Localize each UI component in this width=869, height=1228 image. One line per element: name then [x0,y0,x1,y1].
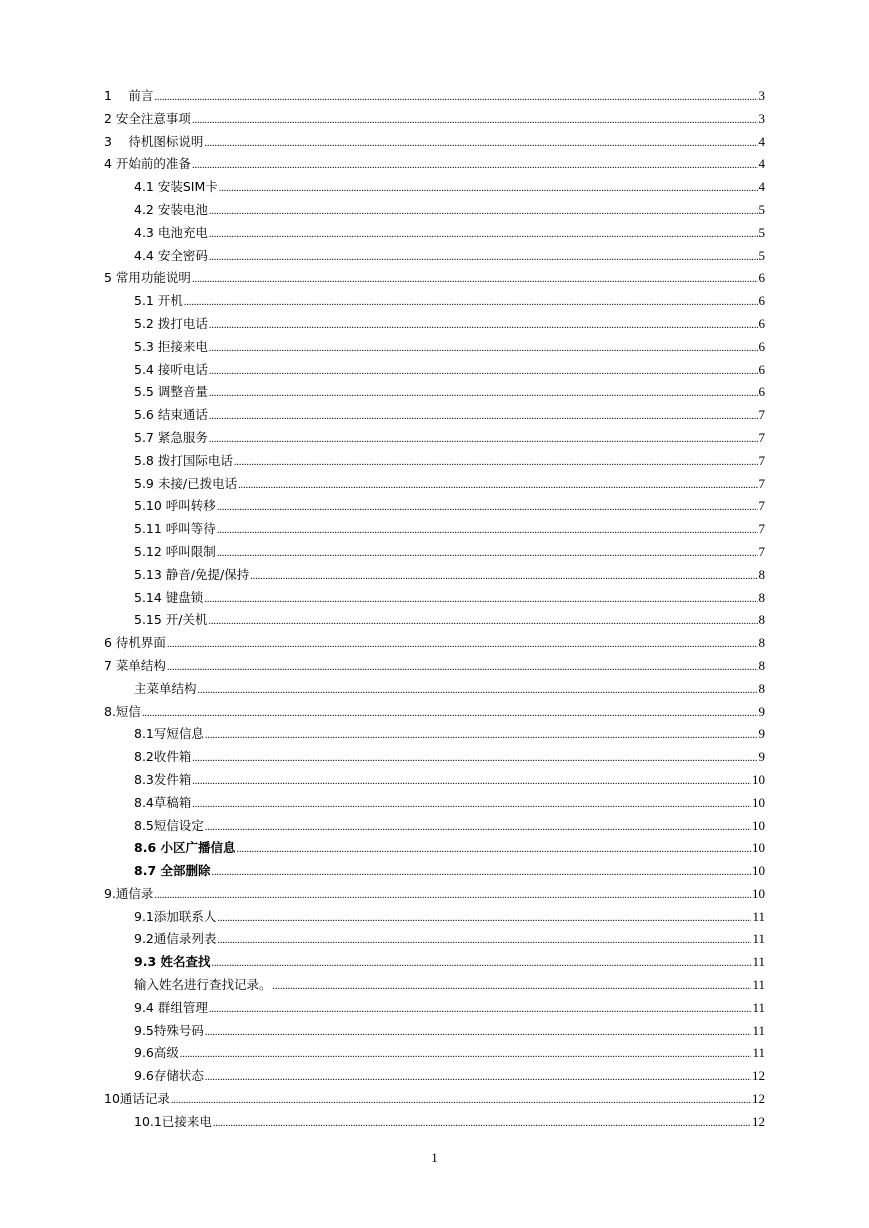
dot-leader [192,108,758,133]
toc-entry[interactable] [104,359,765,382]
dot-leader [142,701,758,726]
toc-entry-label: 5.7 紧急服务 [134,429,208,445]
toc-entry-label: 10通话记录 [104,1091,170,1107]
toc-entry[interactable] [104,541,765,564]
dot-leader [209,404,758,429]
dot-leader [217,541,758,566]
toc-entry-label: 5.9 未接/已拨电话 [134,475,238,491]
toc-entry-label: 4.2 安装电池 [134,201,208,217]
toc-entry-page: 3 [758,110,765,126]
toc-entry-label: 5.15 开/关机 [134,612,208,628]
toc-entry-page: 8 [758,680,765,696]
dot-leader [209,313,758,338]
toc-entry-page: 4 [758,156,765,172]
toc-entry[interactable] [104,837,765,860]
toc-entry-label: 9.5特殊号码 [134,1022,204,1038]
dot-leader [198,678,758,703]
toc-entry-label: 7 菜单结构 [104,657,166,673]
toc-entry-label: 5.4 接听电话 [134,361,208,377]
toc-entry-label: 9.6存储状态 [134,1068,204,1084]
dot-leader [209,336,758,361]
toc-entry-label: 6 待机界面 [104,635,166,651]
toc-entry[interactable] [104,951,765,974]
dot-leader [184,290,758,315]
toc-entry-page: 8 [758,635,765,651]
toc-entry-label: 4 开始前的准备 [104,156,191,172]
dot-leader [250,564,757,589]
toc-entry[interactable] [104,815,765,838]
toc-entry-page: 11 [752,954,765,970]
toc-entry[interactable] [104,678,765,701]
toc-entry-page: 11 [752,908,765,924]
toc-entry-page: 10 [752,863,765,879]
toc-entry-page: 10 [752,840,765,856]
toc-entry[interactable] [104,746,765,769]
toc-entry-label: 4.4 安全密码 [134,247,208,263]
toc-entry[interactable] [104,997,765,1020]
toc-entry[interactable] [104,769,765,792]
toc-entry[interactable] [104,723,765,746]
toc-entry-label: 9.3 姓名查找 [134,954,211,970]
toc-entry-label: 5.2 拨打电话 [134,315,208,331]
toc-entry-label: 9.通信录 [104,885,154,901]
toc-entry[interactable] [104,609,765,632]
dot-leader [180,1042,752,1067]
toc-entry-page: 10 [752,794,765,810]
toc-entry-label: 5.8 拨打国际电话 [134,452,233,468]
toc-entry[interactable] [104,473,765,496]
dot-leader [209,199,758,224]
toc-entry-page: 5 [758,201,765,217]
dot-leader [204,587,757,612]
dot-leader [154,883,751,908]
toc-entry-label: 5.5 调整音量 [134,384,208,400]
toc-entry[interactable] [104,1065,765,1088]
toc-entry-page: 5 [758,224,765,240]
toc-entry-label: 9.4 群组管理 [134,999,208,1015]
toc-entry-label: 10.1已接来电 [134,1113,212,1129]
toc-entry-page: 11 [752,931,765,947]
dot-leader [209,427,758,452]
toc-entry[interactable] [104,290,765,313]
toc-entry-label: 9.6高级 [134,1045,179,1061]
dot-leader [213,1111,751,1136]
toc-entry-page: 11 [752,999,765,1015]
dot-leader [212,951,752,976]
dot-leader [209,609,758,634]
toc-entry-label: 5 常用功能说明 [104,270,191,286]
toc-entry-label: 主菜单结构 [134,680,197,696]
toc-entry[interactable] [104,974,765,997]
dot-leader [217,906,751,931]
dot-leader [204,131,757,156]
toc-entry[interactable] [104,427,765,450]
toc-entry[interactable] [104,860,765,883]
toc-entry-page: 6 [758,315,765,331]
dot-leader [205,815,751,840]
toc-entry[interactable] [104,267,765,290]
dot-leader [192,267,758,292]
toc-entry-label: 8.4草稿箱 [134,794,192,810]
toc-entry-page: 10 [752,771,765,787]
toc-entry[interactable] [104,701,765,724]
toc-entry-label: 5.10 呼叫转移 [134,498,216,514]
toc-entry-page: 8 [758,566,765,582]
toc-entry-page: 6 [758,338,765,354]
dot-leader [192,153,758,178]
dot-leader [217,928,751,953]
toc-entry[interactable] [104,655,765,678]
toc-entry-label: 2 安全注意事项 [104,110,191,126]
page-number: 1 [431,1150,438,1165]
dot-leader [192,792,751,817]
toc-entry-page: 4 [758,133,765,149]
toc-entry-label: 8.短信 [104,703,141,719]
toc-entry[interactable] [104,792,765,815]
toc-entry-page: 12 [752,1113,765,1129]
dot-leader [154,85,757,110]
toc-entry-page: 10 [752,817,765,833]
toc-entry-page: 11 [752,1045,765,1061]
dot-leader [273,974,752,999]
dot-leader [238,473,757,498]
toc-entry-label: 5.6 结束通话 [134,407,208,423]
toc-entry-label: 5.11 呼叫等待 [134,521,216,537]
dot-leader [237,837,752,862]
dot-leader [209,359,758,384]
dot-leader [209,222,758,247]
toc-entry-label: 4.3 电池充电 [134,224,208,240]
toc-entry[interactable] [104,450,765,473]
toc-entry-page: 8 [758,657,765,673]
toc-entry-label: 8.5短信设定 [134,817,204,833]
toc-entry-label: 5.1 开机 [134,293,183,309]
toc-entry-label: 4.1 安装SIM卡 [134,179,218,195]
toc-entry[interactable] [104,1088,765,1111]
toc-entry-page: 9 [758,703,765,719]
toc-entry-label: 8.6 小区广播信息 [134,840,236,856]
dot-leader [192,769,751,794]
dot-leader [212,860,752,885]
toc-entry[interactable] [104,245,765,268]
toc-entry[interactable] [104,404,765,427]
toc-entry-page: 6 [758,361,765,377]
toc-entry[interactable] [104,564,765,587]
toc-entry-page: 8 [758,589,765,605]
dot-leader [167,655,758,680]
toc-entry-label: 输入姓名进行查找记录。 [134,977,272,993]
dot-leader [205,723,758,748]
dot-leader [209,997,752,1022]
toc-entry-page: 12 [752,1091,765,1107]
toc-entry-label: 8.2收件箱 [134,749,192,765]
dot-leader [205,1065,751,1090]
toc-entry[interactable] [104,1020,765,1043]
toc-entry-label: 3 待机图标说明 [104,133,204,149]
dot-leader [192,746,757,771]
toc-entry-label: 8.7 全部删除 [134,863,211,879]
dot-leader [219,176,758,201]
toc-entry-page: 11 [752,1022,765,1038]
toc-entry-page: 4 [758,179,765,195]
dot-leader [217,495,758,520]
dot-leader [171,1088,751,1113]
toc-entry-page: 7 [758,498,765,514]
dot-leader [209,381,758,406]
toc-entry-label: 5.13 静音/免提/保持 [134,566,250,582]
toc-entry[interactable] [104,495,765,518]
toc-entry-label: 8.3发件箱 [134,771,192,787]
toc-entry-page: 9 [758,726,765,742]
toc-entry-label: 9.2通信录列表 [134,931,217,947]
dot-leader [234,450,758,475]
toc-entry[interactable] [104,313,765,336]
toc-entry[interactable] [104,632,765,655]
toc-entry[interactable] [104,176,765,199]
toc-entry[interactable] [104,587,765,610]
toc-entry[interactable] [104,336,765,359]
toc-entry-page: 6 [758,293,765,309]
toc-entry[interactable] [104,906,765,929]
toc-entry-page: 6 [758,270,765,286]
toc-entry[interactable] [104,1111,765,1134]
toc-entry-page: 11 [752,977,765,993]
dot-leader [167,632,758,657]
dot-leader [209,245,758,270]
toc-entry[interactable] [104,222,765,245]
toc-entry[interactable] [104,1042,765,1065]
table-of-contents [104,85,765,1134]
toc-entry-page: 7 [758,475,765,491]
toc-entry[interactable] [104,381,765,404]
toc-entry-page: 12 [752,1068,765,1084]
toc-entry-label: 9.1添加联系人 [134,908,217,924]
toc-entry-label: 5.12 呼叫限制 [134,543,216,559]
toc-entry-page: 8 [758,612,765,628]
toc-entry-page: 7 [758,543,765,559]
toc-entry-label: 5.3 拒接来电 [134,338,208,354]
toc-entry-page: 7 [758,521,765,537]
toc-entry-page: 3 [758,88,765,103]
toc-entry[interactable] [104,85,765,108]
dot-leader [217,518,758,543]
toc-entry-page: 5 [758,247,765,263]
toc-entry-page: 10 [752,885,765,901]
toc-entry-label: 5.14 键盘锁 [134,589,204,605]
toc-entry-page: 7 [758,452,765,468]
dot-leader [205,1020,752,1045]
toc-entry-label: 1 前言 [104,88,154,103]
toc-entry[interactable] [104,153,765,176]
toc-entry-page: 9 [758,749,765,765]
toc-entry[interactable] [104,518,765,541]
toc-entry[interactable] [104,108,765,131]
toc-entry[interactable] [104,199,765,222]
toc-entry-label: 8.1写短信息 [134,726,204,742]
toc-entry-page: 7 [758,429,765,445]
toc-entry[interactable] [104,883,765,906]
toc-entry[interactable] [104,928,765,951]
toc-entry-page: 7 [758,407,765,423]
toc-entry-page: 6 [758,384,765,400]
toc-entry[interactable] [104,131,765,154]
